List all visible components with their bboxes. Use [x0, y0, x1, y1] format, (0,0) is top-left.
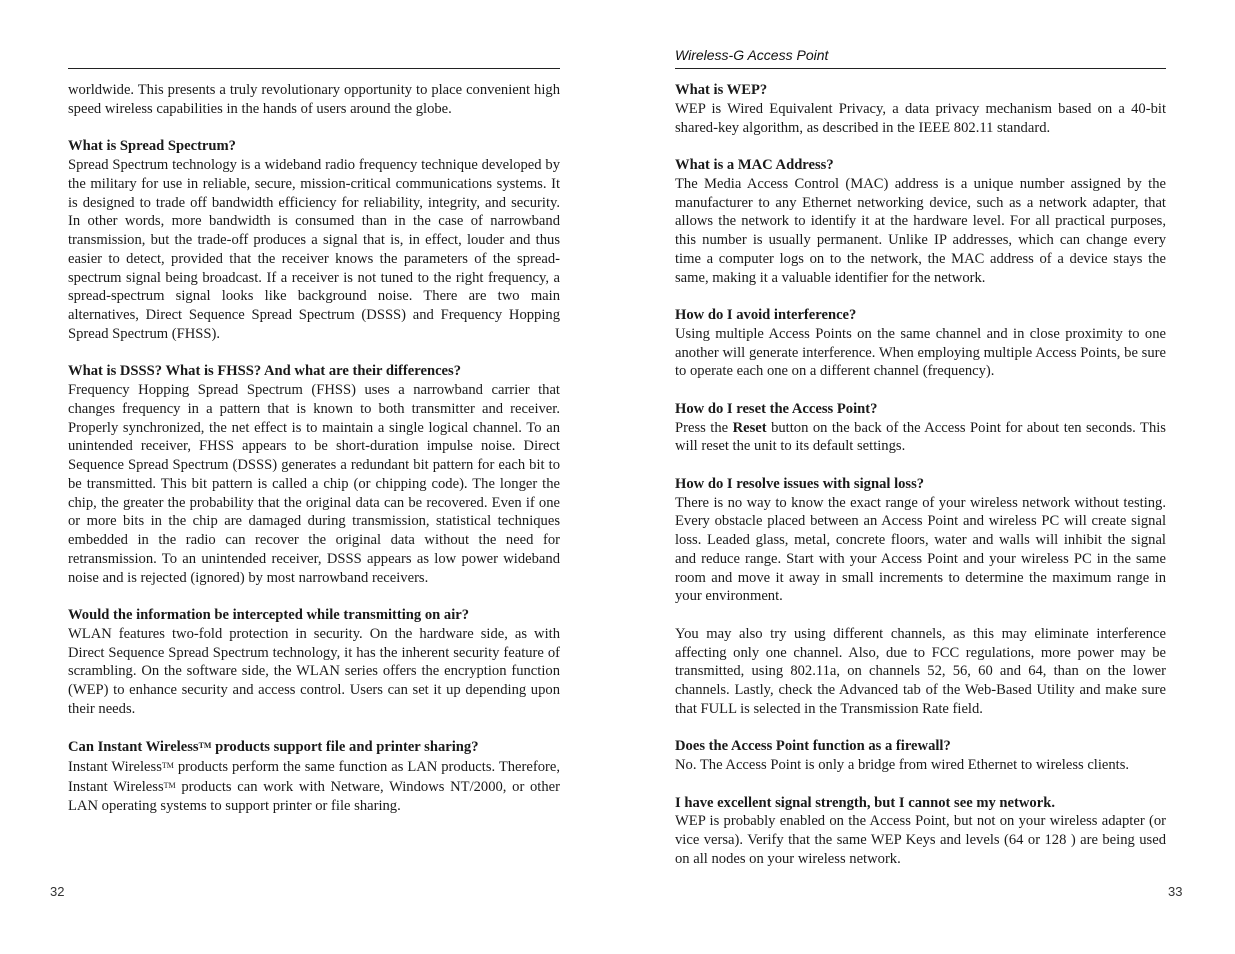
- running-head: Wireless-G Access Point: [675, 47, 829, 63]
- question-heading: What is DSSS? What is FHSS? And what are their differences?: [68, 363, 461, 380]
- header-rule: [675, 68, 1166, 69]
- faq-signal-loss: [675, 475, 1166, 606]
- answer-text: There is no way to know the exact range of your wireless network without testing. Every obstacle placed between an Access Point and wireless PC will create signal loss. Leaded glass, metal, concrete floors, water and walls will inhibit the signal and reduce range. Start with your Access Point and your wireless PC in the same room and move it away in small increments to determine the maximum range in your environment.: [675, 494, 1166, 605]
- answer-text: No. The Access Point is only a bridge from wired Ethernet to wireless clients.: [675, 757, 1130, 773]
- question-heading: What is a MAC Address?: [675, 157, 834, 173]
- trademark-mark: TM: [163, 780, 176, 790]
- answer-part: products perform the same function as LAN products. Therefore, Instant Wireless: [68, 759, 560, 795]
- reset-emphasis: Reset: [732, 419, 767, 436]
- header-rule: [68, 68, 560, 69]
- question-part: products support file and printer sharing?: [211, 739, 479, 756]
- answer-part: products can work with Netware, Windows NT/2000, or other LAN operating systems to support printer or file sharing.: [68, 778, 560, 814]
- question-part: Can Instant Wireless: [68, 739, 199, 756]
- answer-text: Spread Spectrum technology is a wideband radio frequency technique developed by the military for use in reliable, secure, mission-critical communications systems. It is designed to trade off bandwidth efficiency for reliability, integrity, and security. In other words, more bandwidth is consumed than in the case of narrowband transmission, but the trade-off produces a signal that is, in effect, louder and thus easier to detect, provided that the receiver knows the parameters of the spread-spectrum signal being broadcast. If a receiver is not tuned to the right frequency, a spread-spectrum signal looks like background noise. There are two main alternatives, Direct Sequence Spread Spectrum (DSSS) and Frequency Hopping Spread Spectrum (FHSS).: [68, 157, 560, 342]
- question-heading: What is Spread Spectrum?: [68, 138, 236, 155]
- question-heading: How do I avoid interference?: [675, 307, 857, 323]
- question-heading: Does the Access Point function as a firewall?: [675, 738, 951, 755]
- answer-text: [68, 759, 560, 814]
- faq-firewall: [675, 737, 1166, 775]
- answer-text: Frequency Hopping Spread Spectrum (FHSS) uses a narrowband carrier that changes frequency in a pattern that is known to both transmitter and receiver. Properly synchronized, the net effect is to maintain a single logical channel. To an unintended receiver, FHSS appears to be short-duration impulse noise. Direct Sequence Spread Spectrum (DSSS) generates a redundant bit pattern for each bit to be transmitted. This bit pattern is called a chip (or chipping code). The longer the chip, the greater the probability that the original data can be recovered. Even if one or more bits in the chip are damaged during transmission, statistical techniques embedded in the radio can recover the original data without the need for retransmission. To an unintended receiver, DSSS appears as low power wideband noise and is rejected (ignored) by most narrowband receivers.: [68, 382, 560, 586]
- question-heading: I have excellent signal strength, but I cannot see my network.: [675, 794, 1055, 811]
- answer-text: [675, 420, 1166, 455]
- faq-wep: [675, 81, 1166, 137]
- right-column: [675, 81, 1166, 887]
- page-number: 33: [1168, 884, 1183, 899]
- left-page: [0, 0, 617, 954]
- answer-text: Using multiple Access Points on the same channel and in close proximity to one another will generate interference. When employing multiple Access Points, be sure to operate each one on a different channel (frequency).: [675, 325, 1166, 380]
- trademark-mark: TM: [198, 741, 212, 751]
- page-number: 32: [50, 884, 65, 899]
- left-column: [68, 81, 560, 834]
- trademark-mark: TM: [161, 761, 174, 770]
- faq-dsss-fhss: [68, 362, 560, 587]
- question-heading: How do I reset the Access Point?: [675, 400, 878, 417]
- answer-part: button on the back of the Access Point for about ten seconds. This will reset the unit to its default settings.: [675, 419, 1166, 455]
- faq-spread-spectrum: [68, 137, 560, 343]
- signal-loss-continued: You may also try using different channels, as this may eliminate interference affecting only one channel. Also, due to FCC regulations, more power may be transmitted, using 802.11a, on channels 52, 56, 60 and 64, than on the lower channels. Lastly, check the Advanced tab of the Web-Based Utility and make sure that FULL is selected in the Transmission Rate field.: [675, 625, 1166, 717]
- answer-text: WEP is probably enabled on the Access Point, but not on your wireless adapter (or vice versa). Verify that the same WEP Keys and levels (64 or 128 ) are being used on all nodes on your wireless network.: [675, 813, 1166, 867]
- question-heading: How do I resolve issues with signal loss?: [675, 475, 925, 492]
- question-heading: What is WEP?: [675, 82, 768, 98]
- faq-interference: [675, 306, 1166, 381]
- question-heading: Would the information be intercepted while transmitting on air?: [68, 607, 470, 623]
- answer-text: The Media Access Control (MAC) address is a unique number assigned by the manufacturer to any Ethernet networking device, such as a network adapter, that allows the network to identify it at the hardware level. For all practical purposes, this number is usually permanent. Unlike IP addresses, which can change every time a computer logs on to the network, the MAC address of a device stays the same, making it a valuable identifier for the network.: [675, 175, 1166, 286]
- faq-cannot-see-network: [675, 794, 1166, 869]
- faq-intercepted: [68, 606, 560, 719]
- right-page: [617, 0, 1235, 954]
- answer-part: Press the: [675, 419, 733, 436]
- faq-sharing: [68, 737, 560, 815]
- answer-part: Instant Wireless: [68, 759, 162, 775]
- faq-mac-address: [675, 156, 1166, 287]
- answer-text: WLAN features two-fold protection in security. On the hardware side, as with Direct Sequence Spread Spectrum technology, it has the inherent security feature of scrambling. On the software side, the WLAN series offers the encryption function (WEP) to enhance security and access control. Users can set it up depending upon their needs.: [68, 625, 560, 717]
- question-heading: [68, 737, 560, 757]
- answer-text: WEP is Wired Equivalent Privacy, a data privacy mechanism based on a 40-bit shared-key algorithm, as described in the IEEE 802.11 standard.: [675, 100, 1166, 136]
- intro-paragraph: worldwide. This presents a truly revolutionary opportunity to place convenient high speed wireless capabilities in the hands of users around the globe.: [68, 82, 560, 117]
- faq-reset: [675, 400, 1166, 456]
